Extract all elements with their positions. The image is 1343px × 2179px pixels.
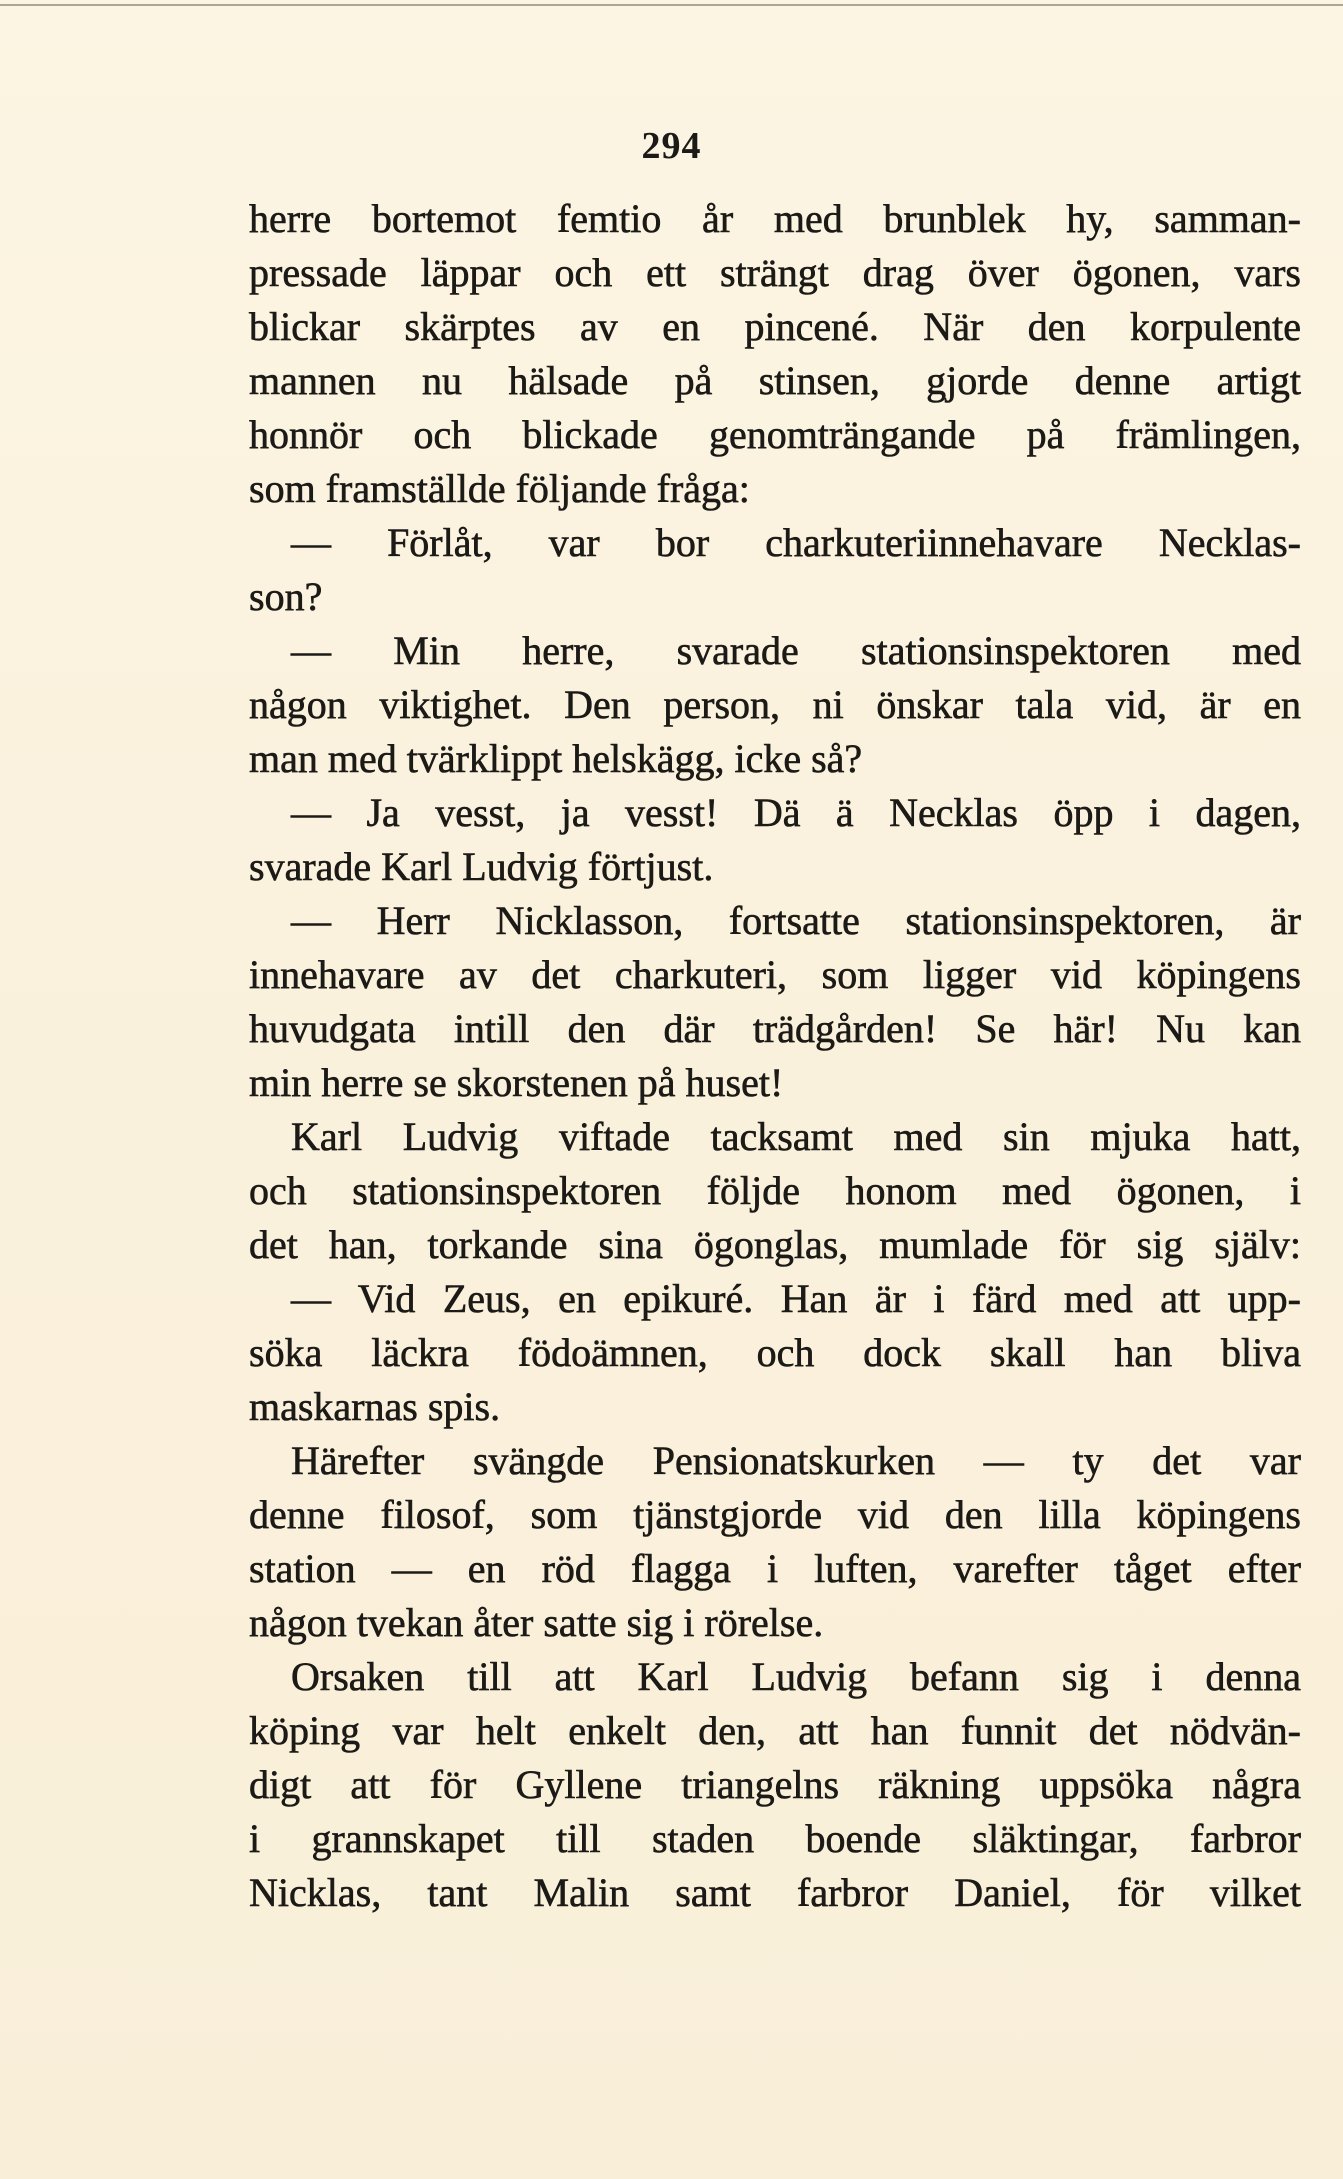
text-line: — Ja vesst, ja vesst! Dä ä Necklas öpp i dagen, — [291, 790, 1301, 835]
text-line: mannen nu hälsade på stinsen, gjorde denne artigt — [249, 358, 1301, 403]
text-line: son? — [249, 574, 323, 619]
text-line: söka läckra födoämnen, och dock skall han bliva — [249, 1330, 1301, 1375]
text-line: Karl Ludvig viftade tacksamt med sin mjuka hatt, — [291, 1114, 1301, 1159]
text-line: honnör och blickade genomträngande på främlingen, — [249, 412, 1301, 457]
text-line: blickar skärptes av en pincené. När den korpulente — [249, 304, 1301, 349]
text-line: Orsaken till att Karl Ludvig befann sig i denna — [291, 1654, 1301, 1699]
text-line: station — en röd flagga i luften, varefter tåget efter — [249, 1546, 1301, 1591]
text-line: och stationsinspektoren följde honom med ögonen, i — [249, 1168, 1301, 1213]
text-line: — Vid Zeus, en epikuré. Han är i färd med att upp- — [291, 1276, 1301, 1321]
text-line: — Min herre, svarade stationsinspektoren med — [291, 628, 1301, 673]
top-edge-rule — [0, 4, 1343, 6]
text-line: huvudgata intill den där trädgården! Se här! Nu kan — [249, 1006, 1301, 1051]
text-line: maskarnas spis. — [249, 1384, 501, 1429]
text-line: det han, torkande sina ögonglas, mumlade för sig själv: — [249, 1222, 1301, 1267]
text-line: Nicklas, tant Malin samt farbror Daniel, för vilket — [249, 1870, 1301, 1915]
text-line: någon tvekan åter satte sig i rörelse. — [249, 1600, 824, 1645]
text-line: i grannskapet till staden boende släktingar, farbror — [249, 1816, 1301, 1861]
page-number: 294 — [641, 125, 702, 167]
text-line: köping var helt enkelt den, att han funnit det nödvän- — [249, 1708, 1301, 1753]
text-line: svarade Karl Ludvig förtjust. — [249, 844, 714, 889]
text-line: pressade läppar och ett strängt drag över ögonen, vars — [249, 250, 1301, 295]
text-line: min herre se skorstenen på huset! — [249, 1060, 784, 1105]
text-line: — Herr Nicklasson, fortsatte stationsinspektoren, är — [291, 898, 1301, 943]
text-line: denne filosof, som tjänstgjorde vid den lilla köpingens — [249, 1492, 1301, 1537]
text-line: Härefter svängde Pensionatskurken — ty det var — [291, 1438, 1301, 1483]
text-line: som framställde följande fråga: — [249, 466, 750, 511]
text-line: digt att för Gyllene triangelns räkning uppsöka några — [249, 1762, 1301, 1807]
body-text — [249, 192, 1301, 1920]
text-line: någon viktighet. Den person, ni önskar tala vid, är en — [249, 682, 1301, 727]
text-line: man med tvärklippt helskägg, icke så? — [249, 736, 863, 781]
text-line: — Förlåt, var bor charkuteriinnehavare Necklas- — [291, 520, 1301, 565]
text-line: herre bortemot femtio år med brunblek hy, samman- — [249, 196, 1301, 241]
text-line: innehavare av det charkuteri, som ligger vid köpingens — [249, 952, 1301, 997]
